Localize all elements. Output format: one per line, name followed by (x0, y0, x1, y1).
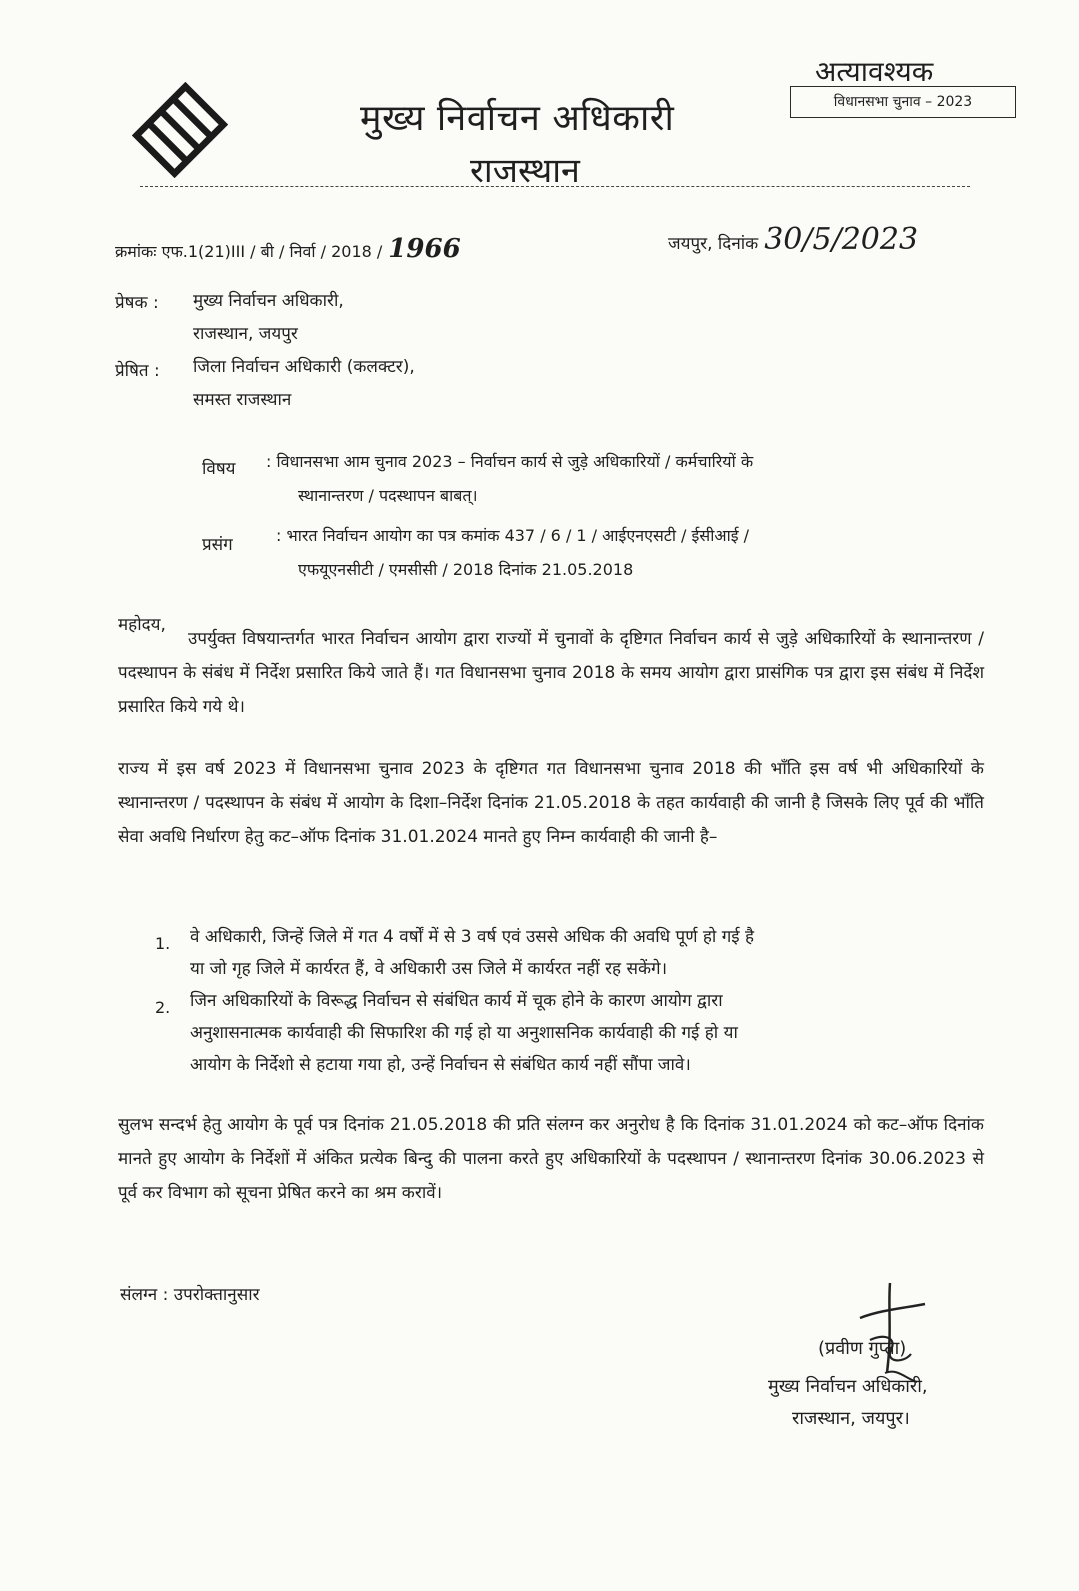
letter-date (668, 222, 918, 257)
context-line-2: एफयूएनसीटी / एमसीसी / 2018 दिनांक 21.05.2018 (298, 560, 634, 579)
sender-line-2: राजस्थान, जयपुर (193, 324, 298, 344)
subject-line-1: : विधानसभा आम चुनाव 2023 – निर्वाचन कार्य से जुड़े अधिकारियों / कर्मचारियों के (266, 452, 754, 471)
reference-number-text: क्रमांकः एफ.1(21)III / बी / निर्वा / 2018 / (115, 242, 383, 261)
recipient-label: प्रेषित : (115, 361, 160, 381)
paragraph-2: राज्य में इस वर्ष 2023 में विधानसभा चुनाव 2023 के दृष्टिगत गत विधानसभा चुनाव 2018 की भाँति इस वर्ष भी अधिकारियों के स्थानान्तरण / पदस्थापन के संबंध में आयोग के दिशा–निर्देश दिनांक 21.05.2018 के तहत कार्यवाही की जानी है जिसके लिए पूर्व की भाँति सेवा अवधि निर्धारण हेतु कट–ऑफ दिनांक 31.01.2024 मानते हुए निम्न कार्यवाही की जानी है– (118, 759, 984, 847)
list-item-2-line-3: आयोग के निर्देशो से हटाया गया हो, उन्हें निर्वाचन से संबंधित कार्य नहीं सौंपा जावे। (190, 1055, 691, 1075)
office-state: राजस्थान (470, 151, 580, 191)
recipient-line-1: जिला निर्वाचन अधिकारी (कलक्टर), (193, 357, 415, 377)
list-item-1-number: 1. (155, 934, 171, 953)
paragraph-3: सुलभ सन्दर्भ हेतु आयोग के पूर्व पत्र दिनांक 21.05.2018 की प्रति संलग्न कर अनुरोध है कि दिनांक 31.01.2024 को कट–ऑफ दिनांक मानते हुए आयोग के निर्देशों में अंकित प्रत्येक बिन्दु की पालना करते हुए अधिकारियों के पदस्थापन / स्थानान्तरण दिनांक 30.06.2023 से पूर्व कर विभाग को सूचना प्रेषित करने का श्रम करावें। (118, 1115, 984, 1203)
sender-line-1: मुख्य निर्वाचन अधिकारी, (193, 291, 344, 311)
header-divider (140, 186, 970, 187)
context-line-1: : भारत निर्वाचन आयोग का पत्र कमांक 437 / 6 / 1 / आईएनएसटी / ईसीआई / (276, 526, 750, 545)
list-item-2-line-1: जिन अधिकारियों के विरूद्ध निर्वाचन से संबंधित कार्य में चूक होने के कारण आयोग द्वारा (190, 991, 723, 1011)
context-label: प्रसंग (202, 535, 233, 555)
election-badge: विधानसभा चुनाव – 2023 (790, 86, 1016, 118)
list-item-2-line-2: अनुशासनात्मक कार्यवाही की सिफारिश की गई हो या अनुशासनिक कार्यवाही की गई हो या (190, 1023, 738, 1043)
list-item-1-line-2: या जो गृह जिले में कार्यरत हैं, वे अधिकारी उस जिले में कार्यरत नहीं रह सकेंगे। (190, 959, 668, 979)
salutation: महोदय, (118, 615, 166, 635)
list-item-2-number: 2. (155, 998, 171, 1017)
office-title: मुख्य निर्वाचन अधिकारी (360, 98, 675, 139)
signatory-place: राजस्थान, जयपुर। (792, 1408, 910, 1429)
handwritten-signature (845, 1278, 935, 1388)
signatory-name: (प्रवीण गुप्ता) (818, 1338, 907, 1359)
date-handwritten: 30/5/2023 (764, 222, 919, 257)
reference-number (115, 234, 461, 264)
election-commission-logo (132, 82, 228, 178)
reference-number-handwritten: 1966 (388, 234, 461, 264)
enclosure-note: संलग्न : उपरोक्तानुसार (120, 1285, 260, 1305)
signatory-designation: मुख्य निर्वाचन अधिकारी, (768, 1376, 928, 1397)
subject-label: विषय (202, 459, 236, 479)
date-label: जयपुर, दिनांक (668, 234, 759, 254)
recipient-line-2: समस्त राजस्थान (193, 390, 292, 410)
subject-line-2: स्थानान्तरण / पदस्थापन बाबत्। (298, 486, 478, 505)
sender-label: प्रेषक : (115, 293, 159, 313)
list-item-1-line-1: वे अधिकारी, जिन्हें जिले में गत 4 वर्षों में से 3 वर्ष एवं उससे अधिक की अवधि पूर्ण हो गई है (190, 927, 755, 947)
paragraph-1: उपर्युक्त विषयान्तर्गत भारत निर्वाचन आयोग द्वारा राज्यों में चुनावों के दृष्टिगत निर्वाचन कार्य से जुड़े अधिकारियों के स्थानान्तरण / पदस्थापन के संबंध में निर्देश प्रसारित किये जाते हैं। गत विधानसभा चुनाव 2018 के समय आयोग द्वारा प्रासंगिक पत्र द्वारा इस संबंध में निर्देश प्रसारित किये गये थे। (118, 629, 984, 717)
urgent-label: अत्यावश्यक (815, 55, 934, 88)
